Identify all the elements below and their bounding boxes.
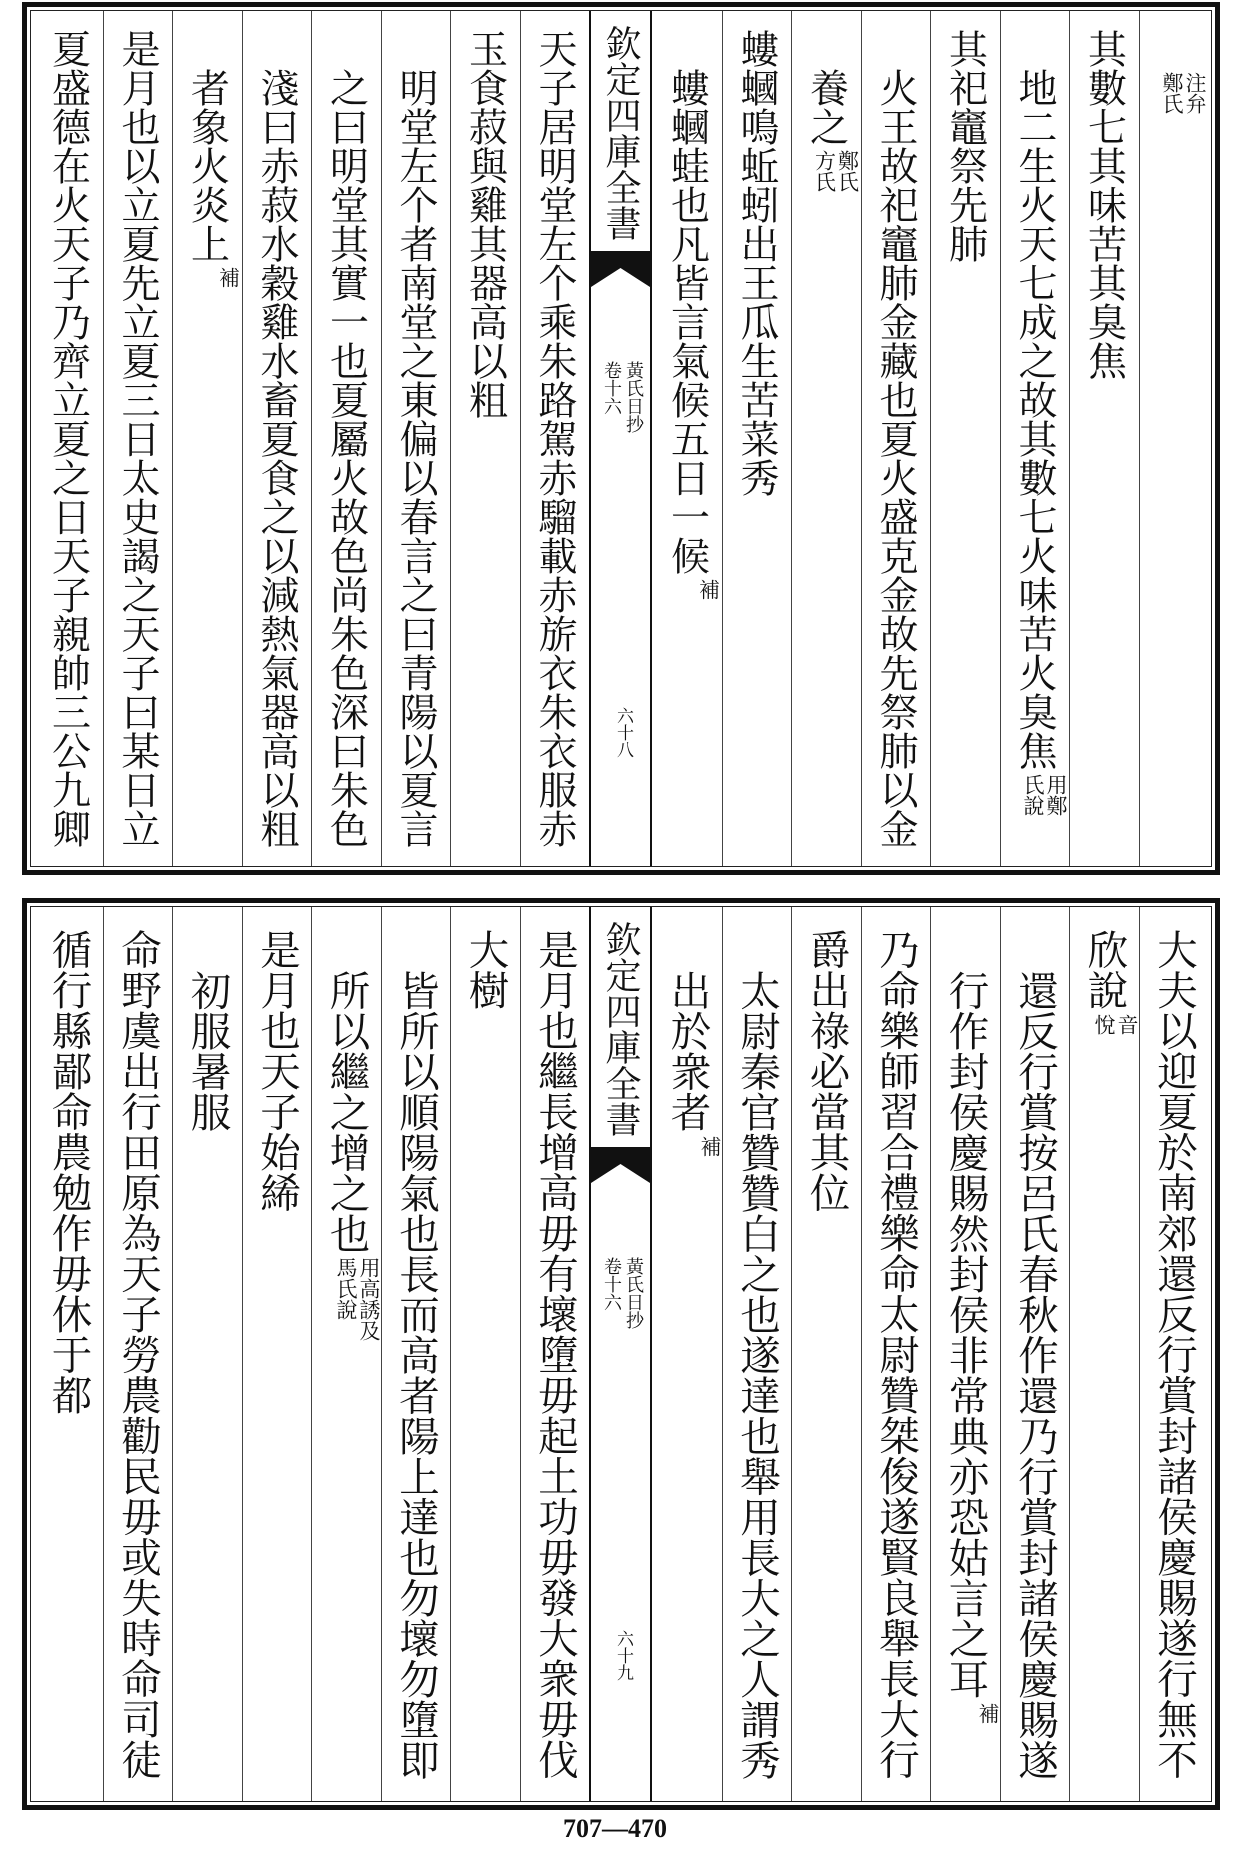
column-14: [172, 907, 242, 1801]
center-band: [589, 907, 652, 1801]
column-10: [450, 11, 520, 866]
band-title: 欽定四庫全書: [600, 25, 641, 241]
column-7: [722, 11, 792, 866]
main-text: 淺曰赤菽水穀雞水畜夏食之以減熱氣器高以粗: [254, 68, 299, 848]
annotation: [1160, 72, 1206, 114]
main-text: 養之: [803, 68, 849, 146]
annotation-right: 鄭氏: [835, 150, 860, 192]
annotation: [334, 1257, 380, 1341]
main-text: 玉食菽與雞其器高以粗: [462, 29, 508, 419]
main-text: 大樹: [461, 929, 510, 1010]
upper-columns: [33, 11, 1209, 866]
main-text: 地二生火天七成之故其數七火味苦火臭焦: [1012, 68, 1057, 770]
main-text: 其祀竈祭先肺: [942, 29, 988, 263]
band-book-name: 黃氏日抄: [623, 1257, 644, 1329]
column-2: [1069, 11, 1139, 866]
column-11: [381, 11, 451, 866]
column-8: [652, 11, 722, 866]
column-1: [1139, 11, 1209, 866]
column-15: [103, 907, 173, 1801]
column-13: [242, 907, 312, 1801]
page-number: 707—470: [563, 1814, 667, 1843]
upper-frame: [30, 10, 1212, 867]
main-text: 大夫以迎夏於南郊還反行賞封諸侯慶賜遂行無不: [1150, 929, 1198, 1780]
column-5: [861, 11, 931, 866]
main-text: 是月也天子始絺: [253, 929, 301, 1213]
column-4: [930, 11, 1000, 866]
band-leaf-number: 六十九: [613, 1630, 633, 1681]
column-12: [311, 11, 381, 866]
column-13: [242, 11, 312, 866]
main-text: 是月也繼長增高毋有壞墮毋起土功毋發大衆毋伐: [531, 929, 579, 1780]
annotation: [1092, 1014, 1138, 1035]
main-text: 太尉秦官贊贊白之也遂達也舉用長大之人謂秀: [733, 969, 781, 1780]
main-text: 之曰明堂其實一也夏屬火故色尚朱色深曰朱色: [323, 68, 369, 848]
column-10: [450, 907, 520, 1801]
column-3: [1000, 907, 1070, 1801]
main-text: 乃命樂師習合禮樂命太尉贊桀俊遂賢良舉長大行: [872, 929, 920, 1780]
main-text: 天子居明堂左个乘朱路駕赤騮載赤旂衣朱衣服赤: [532, 29, 577, 848]
lower-frame: [30, 906, 1212, 1802]
annotation-right: 用鄭: [1044, 774, 1068, 816]
column-7: [722, 907, 792, 1801]
annotation-right: 用高誘及: [357, 1257, 381, 1341]
column-9: [520, 11, 590, 866]
annotation-left: 悅: [1092, 1014, 1116, 1035]
annotation-left: 氏說: [1021, 774, 1045, 816]
column-14: [172, 11, 242, 866]
main-text: 還反行賞按呂氏春秋作還乃行賞封諸侯慶賜遂: [1011, 969, 1059, 1780]
main-text: 螻蟈蛙也凡皆言氣候五日一候: [664, 68, 710, 575]
main-text: 螻蟈鳴蚯蚓出王瓜生苦菜秀: [734, 29, 779, 497]
annotation-right: 補: [696, 579, 721, 600]
annotation-right: 音: [1115, 1014, 1139, 1035]
main-text: 循行縣鄙命農勉作毋休于都: [44, 929, 93, 1415]
annotation: [675, 1136, 721, 1157]
annotation: [1021, 774, 1067, 816]
band-title: 欽定四庫全書: [600, 921, 641, 1137]
column-16: [33, 907, 103, 1801]
main-text: 欣說: [1080, 929, 1129, 1010]
annotation: [674, 579, 720, 600]
fish-tail-ornament: [591, 251, 650, 287]
band-juan: 卷十六: [601, 1257, 622, 1311]
band-note: [600, 1257, 644, 1329]
column-1: [1139, 907, 1209, 1801]
annotation-right: 注弁: [1183, 72, 1207, 114]
main-text: 皆所以順陽氣也長而高者陽上達也勿壞勿墮即: [392, 969, 440, 1780]
band-juan: 卷十六: [601, 361, 622, 415]
main-text: 是月也以立夏先立夏三日太史謁之天子曰某日立: [115, 29, 160, 848]
main-text: 行作封侯慶賜然封侯非常典亦恐姑言之耳: [941, 969, 990, 1699]
main-text: 所以繼之增之也: [322, 969, 371, 1253]
band-book-name: 黃氏日抄: [623, 361, 644, 433]
lower-columns: [33, 907, 1209, 1801]
main-text: 其數七其味苦其臭焦: [1081, 29, 1127, 380]
main-text: 明堂左个者南堂之東偏以春言之曰青陽以夏言: [393, 68, 438, 848]
lower-leaf: [22, 898, 1220, 1810]
column-12: [311, 907, 381, 1801]
column-9: [520, 907, 590, 1801]
column-6: [791, 11, 861, 866]
column-4: [930, 907, 1000, 1801]
column-6: [791, 907, 861, 1801]
main-text: 出於衆者: [663, 969, 712, 1132]
annotation-left: 方氏: [812, 150, 837, 192]
upper-leaf: [22, 2, 1220, 875]
main-text: 火王故祀竈肺金藏也夏火盛克金故先祭肺以金: [873, 68, 918, 848]
annotation-right: 補: [698, 1135, 722, 1157]
main-text: 爵出祿必當其位: [802, 929, 851, 1213]
column-11: [381, 907, 451, 1801]
annotation: [194, 267, 240, 288]
main-text: 夏盛德在火天子乃齊立夏之日天子親帥三公九卿: [45, 29, 91, 848]
annotation: [813, 150, 859, 192]
column-3: [1000, 11, 1070, 866]
annotation-left: 馬氏說: [334, 1257, 358, 1320]
column-16: [33, 11, 103, 866]
annotation-right: 補: [976, 1702, 1000, 1724]
main-text: 者象火炎上: [184, 68, 230, 263]
band-note: [600, 361, 644, 433]
column-5: [861, 907, 931, 1801]
column-8: [652, 907, 722, 1801]
center-band: [589, 11, 652, 866]
annotation-left: 鄭氏: [1160, 72, 1184, 114]
column-2: [1069, 907, 1139, 1801]
main-text: 初服暑服: [183, 969, 232, 1132]
column-15: [103, 11, 173, 866]
main-text: 命野虞出行田原為天子勞農勸民毋或失時命司徒: [114, 929, 162, 1780]
band-leaf-number: 六十八: [613, 707, 633, 758]
annotation-right: 補: [216, 267, 241, 288]
annotation: [953, 1703, 999, 1724]
fish-tail-ornament: [591, 1147, 650, 1183]
